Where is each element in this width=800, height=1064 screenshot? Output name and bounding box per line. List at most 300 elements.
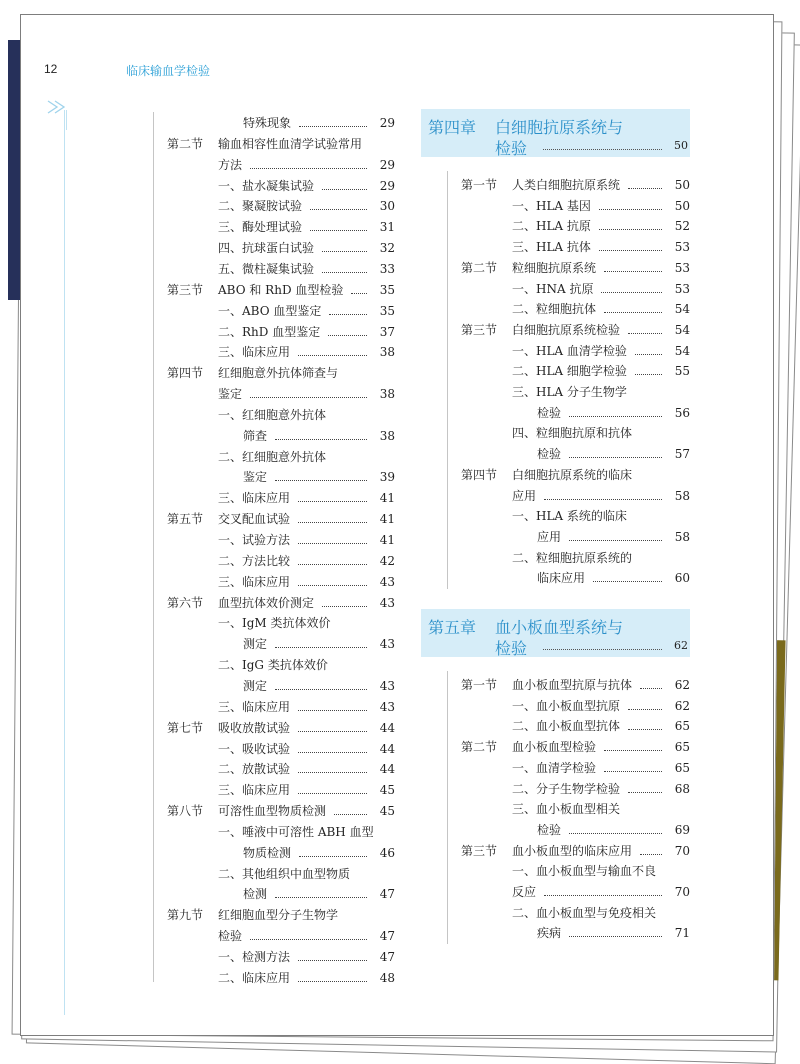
page-number-ref: 45	[379, 783, 395, 798]
page-number-ref: 52	[674, 219, 690, 234]
entry-title: 特殊现象	[243, 116, 292, 130]
entry-title: 一、HNA 抗原	[512, 281, 594, 296]
entry-title: 测定	[243, 678, 268, 693]
dot-leader	[599, 209, 662, 210]
page-number-ref: 38	[379, 387, 395, 402]
page-number-ref: 39	[379, 470, 395, 485]
dot-leader	[298, 564, 367, 565]
toc-entry[interactable]	[167, 864, 395, 884]
dot-leader	[628, 333, 662, 334]
page-number-ref: 62	[674, 698, 690, 713]
dot-leader	[640, 688, 662, 689]
toc-entry[interactable]	[461, 196, 690, 216]
section-label: 第三节	[461, 843, 498, 858]
toc-entry[interactable]	[167, 613, 395, 633]
toc-entry[interactable]	[167, 655, 395, 675]
entry-title: 一、HLA 系统的临床	[512, 509, 627, 524]
entry-title: 二、方法比较	[218, 553, 291, 568]
toc-entry[interactable]	[167, 593, 395, 613]
section-label: 第四节	[461, 467, 498, 482]
toc-entry[interactable]	[461, 820, 690, 840]
toc-entry[interactable]	[461, 903, 690, 923]
entry-title: 三、临床应用	[218, 491, 291, 506]
entry-title: 三、临床应用	[218, 574, 291, 589]
page-number-ref: 65	[674, 719, 690, 734]
dot-leader	[604, 312, 662, 313]
page-number-ref: 70	[674, 885, 690, 899]
section-label: 第二节	[461, 260, 498, 275]
page-number-ref: 35	[379, 303, 395, 318]
dot-leader	[569, 457, 662, 458]
entry-title: 检测	[243, 887, 268, 902]
dot-leader	[250, 397, 367, 398]
page-number-ref: 55	[674, 364, 690, 379]
dot-leader	[544, 895, 662, 896]
page-number-ref: 29	[379, 116, 395, 130]
page-number-ref: 47	[379, 950, 395, 964]
dot-leader	[275, 647, 367, 648]
entry-title: 应用	[537, 529, 562, 544]
dot-leader	[601, 292, 662, 293]
page-number-ref: 43	[379, 637, 395, 652]
entry-title: 鉴定	[218, 387, 243, 402]
entry-title: 一、血清学检验	[512, 760, 597, 775]
entry-title: 血小板血型抗原与抗体	[512, 678, 633, 692]
dot-leader	[543, 149, 662, 150]
toc-entry[interactable]	[167, 718, 395, 738]
entry-title: 四、抗球蛋白试验	[218, 241, 315, 256]
dot-leader	[593, 581, 662, 582]
section-label: 第一节	[461, 178, 498, 192]
toc-entry[interactable]	[461, 361, 690, 381]
page-number-ref: 42	[379, 553, 395, 568]
toc-entry[interactable]	[167, 467, 395, 487]
toc-entry[interactable]	[461, 444, 690, 464]
entry-title: 红细胞血型分子生物学	[218, 908, 339, 923]
toc-entry[interactable]	[167, 217, 395, 237]
entry-title: ABO 和 RhD 血型检验	[218, 282, 344, 297]
page-number-ref: 50	[674, 139, 688, 152]
entry-title: 检验	[537, 447, 562, 462]
toc-entry[interactable]	[167, 155, 395, 175]
section-label: 第一节	[461, 678, 498, 692]
dot-leader	[628, 709, 662, 710]
entry-title: 红细胞意外抗体筛查与	[218, 366, 339, 381]
dot-leader	[322, 189, 367, 190]
page-number-ref: 38	[379, 428, 395, 443]
page-number-ref: 65	[674, 760, 690, 775]
page-number-ref: 53	[674, 281, 690, 296]
section-label: 第七节	[167, 720, 204, 735]
toc-entry[interactable]	[461, 568, 690, 588]
page-number-ref: 30	[379, 199, 395, 214]
toc-entry[interactable]	[461, 548, 690, 568]
dot-leader	[599, 229, 662, 230]
dot-leader	[298, 793, 367, 794]
toc-entry[interactable]	[167, 551, 395, 571]
toc-entry[interactable]	[167, 572, 395, 592]
entry-title: 一、血小板血型抗原	[512, 698, 621, 713]
page-number-ref: 41	[379, 533, 395, 547]
toc-entry[interactable]	[461, 486, 690, 506]
entry-title: 二、血小板血型抗体	[512, 719, 621, 734]
toc-entry[interactable]	[167, 634, 395, 654]
entry-title: 二、IgG 类抗体效价	[218, 658, 328, 673]
dot-leader	[628, 729, 662, 730]
toc-entry[interactable]	[167, 280, 395, 300]
chapter-number: 第五章	[428, 618, 477, 637]
entry-title: 可溶性血型物质检测	[218, 804, 327, 819]
section-label: 第四节	[167, 366, 204, 381]
page-number-ref: 44	[379, 741, 395, 756]
toc-entry[interactable]	[167, 363, 395, 383]
dot-leader	[310, 230, 367, 231]
dot-leader	[543, 649, 662, 650]
entry-title: 一、吸收试验	[218, 741, 291, 756]
dot-leader	[298, 731, 367, 732]
toc-entry[interactable]	[461, 696, 690, 716]
section-label: 第九节	[167, 908, 204, 923]
dot-leader	[298, 752, 367, 753]
chapter-title: 血小板血型系统与	[495, 618, 624, 637]
page-number-ref: 33	[379, 261, 395, 276]
dot-leader	[299, 856, 367, 857]
page-number-ref: 53	[674, 260, 690, 275]
dot-leader	[298, 981, 367, 982]
toc-entry[interactable]	[461, 258, 690, 278]
page-number-ref: 43	[379, 595, 395, 610]
dot-leader	[250, 939, 367, 940]
entry-title: 粒细胞抗原系统	[512, 260, 597, 275]
section-label: 第八节	[167, 804, 204, 819]
entry-title: 白细胞抗原系统的临床	[512, 467, 633, 482]
toc-entry[interactable]	[167, 176, 395, 196]
page-number-ref: 38	[379, 345, 395, 360]
chapter-title: 白细胞抗原系统与	[495, 118, 624, 137]
entry-title: 二、红细胞意外抗体	[218, 449, 327, 464]
dot-leader	[334, 814, 367, 815]
dot-leader	[635, 354, 662, 355]
entry-title: 血型抗体效价测定	[218, 595, 315, 610]
dot-leader	[628, 188, 662, 189]
dot-leader	[275, 897, 367, 898]
toc-entry[interactable]	[167, 676, 395, 696]
entry-title: 三、HLA 分子生物学	[512, 385, 627, 399]
toc-entry[interactable]	[167, 530, 395, 550]
dot-leader	[351, 293, 367, 294]
dot-leader	[322, 251, 367, 252]
page-number-ref: 44	[379, 720, 395, 735]
toc-entry[interactable]	[167, 926, 395, 946]
page-number-ref: 54	[674, 322, 690, 337]
dot-leader	[298, 585, 367, 586]
entry-title: 三、临床应用	[218, 699, 291, 714]
dot-leader	[604, 750, 662, 751]
page-number-ref: 65	[674, 740, 690, 755]
toc-entry[interactable]	[167, 301, 395, 321]
entry-title: 一、ABO 血型鉴定	[218, 303, 322, 318]
dot-leader	[298, 960, 367, 961]
entry-title: 二、放散试验	[218, 762, 291, 777]
page-number-ref: 53	[674, 240, 690, 255]
entry-title: 五、微柱凝集试验	[218, 261, 315, 276]
dot-leader	[298, 710, 367, 711]
entry-title: 筛查	[243, 428, 268, 443]
chapter-heading[interactable]	[421, 109, 690, 157]
toc-entry[interactable]	[461, 841, 690, 861]
page-number-ref: 68	[674, 781, 690, 796]
dot-leader	[604, 271, 662, 272]
entry-title: 方法	[218, 157, 243, 172]
page-number-ref: 43	[379, 574, 395, 589]
entry-title: 三、酶处理试验	[218, 220, 303, 235]
toc-entry[interactable]	[461, 779, 690, 799]
toc-entry[interactable]	[167, 342, 395, 362]
entry-title: 临床应用	[537, 571, 586, 586]
toc-entry[interactable]	[167, 488, 395, 508]
dot-leader	[569, 936, 662, 937]
entry-title: 测定	[243, 637, 268, 652]
column-rule	[153, 112, 154, 982]
toc-entry[interactable]	[167, 259, 395, 279]
page-number-ref: 70	[674, 843, 690, 858]
entry-title: 二、分子生物学检验	[512, 781, 621, 796]
entry-title: 三、血小板血型相关	[512, 802, 621, 817]
chapter-number: 第四章	[428, 118, 477, 137]
section-label: 第六节	[167, 595, 204, 610]
page-number-ref: 44	[379, 762, 395, 777]
toc-entry[interactable]	[167, 697, 395, 717]
dot-leader	[569, 540, 662, 541]
margin-rule	[66, 110, 67, 130]
toc-entry[interactable]	[167, 801, 395, 821]
toc-entry[interactable]	[461, 527, 690, 547]
page-number-ref: 43	[379, 678, 395, 693]
page-number-ref: 60	[674, 571, 690, 586]
page-number-ref: 50	[674, 198, 690, 213]
column-rule	[447, 671, 448, 944]
dot-leader	[604, 771, 662, 772]
toc-entry[interactable]	[461, 320, 690, 340]
entry-title: 一、检测方法	[218, 950, 291, 964]
section-label: 第五节	[167, 512, 204, 527]
dot-leader	[298, 772, 367, 773]
toc-entry[interactable]	[461, 882, 690, 902]
toc-entry[interactable]	[461, 216, 690, 236]
toc-entry[interactable]	[167, 426, 395, 446]
entry-title: 二、RhD 血型鉴定	[218, 324, 321, 339]
toc-entry[interactable]	[167, 739, 395, 759]
page-number-ref: 29	[379, 178, 395, 193]
page-number-ref: 50	[674, 178, 690, 192]
entry-title: 一、试验方法	[218, 533, 291, 547]
dot-leader	[640, 854, 662, 855]
book-title: 临床输血学检验	[126, 64, 211, 78]
toc-entry[interactable]	[167, 384, 395, 404]
chapter-title-continued: 检验	[495, 639, 528, 658]
dot-leader	[635, 374, 662, 375]
entry-title: 三、HLA 抗体	[512, 240, 591, 255]
page-number: 12	[44, 62, 58, 76]
toc-entry[interactable]	[461, 758, 690, 778]
entry-title: 一、IgM 类抗体效价	[218, 616, 331, 631]
toc-entry[interactable]	[461, 506, 690, 526]
entry-title: 二、血小板血型与免疫相关	[512, 905, 657, 920]
entry-title: 二、聚凝胺试验	[218, 199, 303, 214]
toc-entry[interactable]	[461, 279, 690, 299]
toc-entry[interactable]	[167, 905, 395, 925]
dot-leader	[328, 335, 367, 336]
entry-title: 人类白细胞抗原系统	[512, 178, 621, 192]
page-number-ref: 43	[379, 699, 395, 714]
toc-entry[interactable]	[167, 884, 395, 904]
dot-leader	[275, 439, 367, 440]
toc-entry[interactable]	[167, 947, 395, 967]
toc-entry[interactable]	[167, 134, 395, 154]
toc-entry[interactable]	[461, 675, 690, 695]
page-number-ref: 46	[379, 845, 395, 860]
entry-title: 二、临床应用	[218, 970, 291, 985]
entry-title: 二、其他组织中血型物质	[218, 866, 351, 881]
page-number-ref: 41	[379, 512, 395, 527]
page-number-ref: 47	[379, 887, 395, 902]
page-number-ref: 45	[379, 804, 395, 819]
dot-leader	[298, 355, 367, 356]
toc-entry[interactable]	[461, 341, 690, 361]
dot-leader	[322, 272, 367, 273]
page-number-ref: 62	[674, 639, 688, 652]
toc-entry[interactable]	[461, 737, 690, 757]
toc-entry[interactable]	[461, 423, 690, 443]
entry-title: 检验	[537, 405, 562, 420]
page-header	[44, 62, 211, 78]
entry-title: 二、粒细胞抗原系统的	[512, 550, 633, 565]
entry-title: 三、临床应用	[218, 783, 291, 798]
dot-leader	[275, 689, 367, 690]
entry-title: 应用	[512, 488, 537, 503]
chapter-heading[interactable]	[421, 609, 690, 657]
page-number-ref: 32	[379, 241, 395, 256]
dot-leader	[298, 501, 367, 502]
page-number-ref: 54	[674, 343, 690, 358]
entry-title: 物质检测	[243, 845, 292, 860]
toc-entry[interactable]	[167, 196, 395, 216]
toc-entry[interactable]	[167, 447, 395, 467]
entry-title: 血小板血型的临床应用	[512, 843, 633, 858]
page-number-ref: 57	[674, 447, 690, 462]
toc-entry[interactable]	[461, 465, 690, 485]
entry-title: 检验	[537, 822, 562, 837]
entry-title: 白细胞抗原系统检验	[512, 322, 621, 337]
toc-entry[interactable]	[167, 843, 395, 863]
page-number-ref: 69	[674, 822, 690, 837]
page-number-ref: 62	[674, 678, 690, 692]
dot-leader	[569, 833, 662, 834]
toc-entry[interactable]	[167, 322, 395, 342]
dot-leader	[310, 209, 367, 210]
dot-leader	[599, 250, 662, 251]
entry-title: 一、HLA 血清学检验	[512, 343, 627, 358]
page-number-ref: 31	[379, 220, 395, 235]
entry-title: 交叉配血试验	[218, 512, 291, 527]
entry-title: 输血相容性血清学试验常用	[218, 136, 363, 151]
entry-title: 一、盐水凝集试验	[218, 178, 315, 193]
page-number-ref: 71	[674, 926, 690, 941]
entry-title: 吸收放散试验	[218, 720, 291, 735]
toc-entry[interactable]	[461, 861, 690, 881]
dot-leader	[250, 168, 367, 169]
dot-leader	[329, 314, 367, 315]
section-label: 第三节	[167, 282, 204, 297]
toc-entry[interactable]	[167, 405, 395, 425]
page-number-ref: 48	[379, 970, 395, 985]
margin-rule	[64, 110, 65, 1015]
entry-title: 三、临床应用	[218, 345, 291, 360]
toc-entry[interactable]	[461, 175, 690, 195]
section-label: 第三节	[461, 322, 498, 337]
dot-leader	[544, 499, 662, 500]
toc-entry[interactable]	[461, 403, 690, 423]
section-label: 第二节	[461, 740, 498, 755]
toc-entry[interactable]	[461, 299, 690, 319]
page-number-ref: 47	[379, 929, 395, 944]
page-number-ref: 35	[379, 282, 395, 297]
page-number-ref: 54	[674, 302, 690, 317]
entry-title: 血小板血型检验	[512, 740, 597, 755]
entry-title: 疾病	[537, 926, 562, 941]
entry-title: 反应	[512, 885, 537, 899]
page-number-ref: 37	[379, 324, 395, 339]
toc-entry[interactable]	[167, 968, 395, 988]
toc-entry[interactable]	[461, 716, 690, 736]
entry-title: 一、唾液中可溶性 ABH 血型	[218, 824, 374, 839]
section-label: 第二节	[167, 136, 204, 151]
toc-entry[interactable]	[461, 237, 690, 257]
entry-title: 一、红细胞意外抗体	[218, 407, 327, 422]
column-rule	[447, 171, 448, 589]
toc-entry[interactable]	[167, 780, 395, 800]
entry-title: 二、HLA 细胞学检验	[512, 364, 627, 379]
page-number-ref: 29	[379, 157, 395, 172]
dot-leader	[299, 126, 367, 127]
entry-title: 检验	[218, 929, 243, 944]
page-number-ref: 41	[379, 491, 395, 506]
page-number-ref: 58	[674, 529, 690, 544]
toc-entry[interactable]	[167, 238, 395, 258]
entry-title: 四、粒细胞抗原和抗体	[512, 426, 633, 441]
toc-entry[interactable]	[167, 113, 395, 133]
toc-entry[interactable]	[167, 759, 395, 779]
chapter-title-continued: 检验	[495, 139, 528, 158]
entry-title: 二、粒细胞抗体	[512, 302, 597, 317]
toc-entry[interactable]	[167, 822, 395, 842]
toc-entry[interactable]	[461, 799, 690, 819]
toc-entry[interactable]	[461, 382, 690, 402]
page-number-ref: 56	[674, 405, 690, 420]
page-number-ref: 58	[674, 488, 690, 503]
toc-entry[interactable]	[461, 923, 690, 943]
toc-entry[interactable]	[167, 509, 395, 529]
entry-title: 二、HLA 抗原	[512, 219, 591, 234]
dot-leader	[298, 543, 367, 544]
dot-leader	[298, 522, 367, 523]
dot-leader	[628, 792, 662, 793]
entry-title: 一、HLA 基因	[512, 198, 591, 213]
dot-leader	[322, 606, 367, 607]
entry-title: 一、血小板血型与输血不良	[512, 864, 657, 879]
dot-leader	[569, 416, 662, 417]
entry-title: 鉴定	[243, 470, 268, 485]
